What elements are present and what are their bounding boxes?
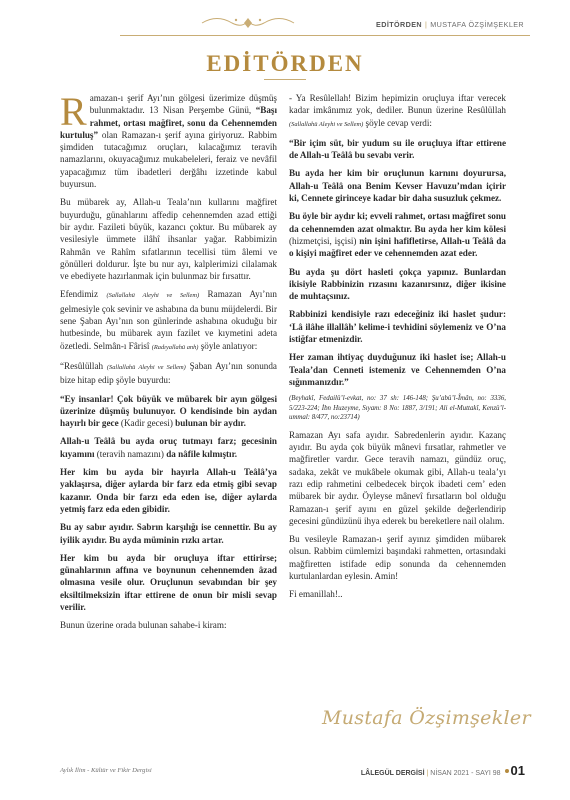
bold-text: Allah-u Teâlâ bu ayda oruç tutmayı farz; gecesinin kıyamını xyxy=(60,436,277,459)
footer-magazine: LÂLEGÜL DERGİSİ xyxy=(360,770,425,777)
salutation: (Sallallahü Aleyhi ve Sellem) xyxy=(289,120,364,128)
paragraph xyxy=(60,89,277,190)
text: (teravih namazını) xyxy=(94,448,167,459)
paragraph: Bu ayda şu dört hasleti çokça yapınız. Bunlardan ikisiyle Rabbinizin rızasını kazanırsınız, diğer ikisine de muhtaçsınız. xyxy=(289,266,506,302)
footer-tagline: Aylık İlim - Kültür ve Fikir Dergisi xyxy=(60,767,152,774)
paragraph: Ramazan Ayı safa ayıdır. Sabredenlerin ayıdır. Kazanç ayıdır. Bu ayda çok büyük mânevi fırsatlar, rahmetler ve mağfiretler vardır. Gece teravih namazı, gündüz oruç, sadaka, zekât ve mukâbele okumak gibi, Allah-u teala’yı razı edip rahmetini celbedecek birçok ibadeti cem’ eden mübarek bir aydır. Öyleyse mânevî fırsatların bol olduğu Ramazan-ı şerif ayını en güzel şekilde değerlendirip gecesini gündüzünü ihya ederek bu bereketlere nail olalım. xyxy=(289,429,506,526)
bold-text: nin işini hafifletirse, Allah-u Teâlâ da o kişiyi mağfiret eder ve cehennemden azat eder. xyxy=(289,235,506,259)
paragraph: Bu ay sabır ayıdır. Sabrın karşılığı ise cennettir. Bu ay iyilik ayıdır. Bu ayda müminin rızkı artar. xyxy=(60,522,277,545)
text: Efendimiz xyxy=(60,289,107,300)
citation: (Beyhakî, Fedailü’l-evkat, no: 37 sh: 146-148; Şu’abü’l-Îmân, no: 3336, 5/223-224; İbn Huzeyme, Sıyam: 8 No: 1887, 3/191; Ali el-Muttakî, Kenzü’l-ummal: 8/477, no:23714) xyxy=(289,395,506,422)
header-rule xyxy=(120,35,530,36)
bold-text: da nâfile kılmıştır. xyxy=(166,448,238,459)
text: şöyle anlatıyor: xyxy=(198,340,258,351)
paragraph: Bunun üzerine orada bulunan sahabe-i kiram: xyxy=(60,620,227,631)
paragraph: “Bir içim süt, bir yudum su ile oruçluya iftar ettirene de Allah-u Teâlâ bu sevabı verir. xyxy=(289,137,506,161)
paragraph: Bu ayda her kim bir oruçlunun karnını doyurursa, Allah-u Teâlâ ona Benim Kevser Havuzu’mdan içirir ki, Cennete girinceye kadar bir daha susuzluk çekmez. xyxy=(289,168,506,204)
salutation: (Sallallahü Aleyhi ve Sellem) xyxy=(106,363,186,371)
page-number: 01 xyxy=(510,763,525,778)
bold-text: Bu öyle bir aydır ki; evveli rahmet, ortası mağfiret sonu da cehennemden azat olmaktır. Bu ayda her kim kölesi xyxy=(289,211,506,234)
paragraph xyxy=(60,288,277,353)
header-section: EDİTÖRDEN xyxy=(376,20,422,29)
right-column xyxy=(289,92,506,607)
salutation: (Sallallahü Aleyhi ve Sellem) xyxy=(106,292,200,300)
drop-cap: R xyxy=(60,89,87,134)
page-title: EDİTÖRDEN xyxy=(206,51,364,76)
text: Şaban Ayı’nın sonunda bize hitap edip şöyle buyurdu: xyxy=(60,360,277,386)
paragraph: Rabbinizi kendisiyle razı edeceğiniz iki haslet şudur: ‘Lâ ilâhe illallâh’ kelime-i tevhidini söylemeniz ve O’na istiğfar etmenizdir. xyxy=(289,309,506,345)
paragraph xyxy=(289,210,506,259)
footer-info: LÂLEGÜL DERGİSİ | NİSAN 2021 - SAYI 98 01 xyxy=(360,763,525,778)
text: şöyle cevap verdi: xyxy=(363,117,432,128)
paragraph: Her kim bu ayda bir oruçluya iftar ettirirse; günahlarının affına ve boynunun cehennemden âzad olmasına vesile olur. Oruçlunun sevabından bir şey eksiltilmeksizin iftar ettirene de onun bir misli sevap verilir. xyxy=(60,552,277,612)
text: - Ya Resûlellah! Bizim hepimizin oruçluya iftar verecek kadar imkânımız yok, dediler. Bunun üzerine Resûlüllah xyxy=(289,93,506,116)
signature: Mustafa Özşimşekler xyxy=(322,707,531,729)
left-column xyxy=(60,89,277,638)
text: amazan-ı şerif Ayı’nın gölgesi üzerimize düşmüş bulunmaktadır. 13 Nisan Perşembe Günü, xyxy=(89,93,277,116)
paragraph: Her zaman ihtiyaç duyduğunuz iki haslet ise; Allah-u Teala’dan Cenneti istemeniz ve Cehennemden O’na sığınmanızdır.” xyxy=(289,352,506,387)
paragraph: Her kim bu ayda bir hayırla Allah-u Teâlâ’ya yaklaşırsa, diğer aylarda bir farz eda etmiş gibi sevap kazanır. Onda bir farzı eda eden ise, diğer aylarda yetmiş farz eda eden gibidir. xyxy=(60,467,277,514)
paragraph xyxy=(60,435,277,460)
text: (hizmetçisi, işçisi) xyxy=(289,235,360,246)
running-header: EDİTÖRDEN | MUSTAFA ÖZŞİMŞEKLER xyxy=(376,20,524,29)
bold-quote: “Başı rahmet, ortası mağfiret, sonu da Cehennemden kurtuluş” xyxy=(60,105,277,140)
paragraph: Bu vesileyle Ramazan-ı şerif ayınız şimdiden mübarek olsun. Rabbim cümlemizi başındaki rahmetten, ortasındaki mağfiretten istifade edip sonunda da cehennemden kurtulanlardan eylesin. Amin! xyxy=(289,534,506,581)
text: olan Ramazan-ı şerif ayına giriyoruz. Rabbim şimdiden tutacağımız oruçları, kılacağımız teravih namazlarını, okuyacağımız mukabeleleri, feraiz ve nevâfil yapacağımız tüm ibadetleri derğâhı izzetinde kabul buyursun. xyxy=(60,129,277,190)
bold-text: “Ey insanlar! Çok büyük ve mübarek bir ayın gölgesi üzerinize düşmüş bulunuyor. O kendisinde bin aydan hayırlı bir gece xyxy=(60,393,277,429)
paragraph xyxy=(289,92,506,131)
paragraph: Fi emanillah!.. xyxy=(289,589,343,600)
bold-text: bulunan bir aydır. xyxy=(175,418,246,429)
header-author: MUSTAFA ÖZŞİMŞEKLER xyxy=(430,20,524,29)
footer-issue: NİSAN 2021 - SAYI 98 xyxy=(430,770,501,777)
paragraph xyxy=(60,360,277,387)
ornament-divider xyxy=(200,16,296,30)
paragraph: Bu mübarek ay, Allah-u Teala’nın kullarını mağfiret buyurduğu, günahlarını affedip cehennemden azad ettiği bir aydır. Fazileti büyük, kazancı çoktur. Bu mübarek ay vesilesiyle ümmete ilâhî ihsanlar yağar. Rabbimizin Rahmân ve Rahîm sıfatlarının tecellisi tüm âlemi ve gönülleri doldurur. İşte bu nur ayı, kalplerimizi cilalamak ve ebediyete hazırlanmak için bulunmaz bir fırsattır. xyxy=(60,197,277,282)
text: Ramazan Ayı’nın gelmesiyle çok sevinir ve ashabına da bunu müjdelerdi. Bir sene Şaban Ayı’nın son günlerinde ashabına okuduğu bir hutbesinde, bu mübarek ayın fazilet ve kıymetini adeta özetledi. Selmân-ı Fârisî xyxy=(60,289,277,351)
title-underline xyxy=(264,79,306,80)
paragraph xyxy=(60,393,277,430)
salutation: (Radıyallahü anh) xyxy=(151,343,199,351)
text: (Kadir gecesi) xyxy=(118,418,176,429)
bullet-icon xyxy=(505,769,509,773)
text: “Resûlüllah xyxy=(60,360,107,371)
